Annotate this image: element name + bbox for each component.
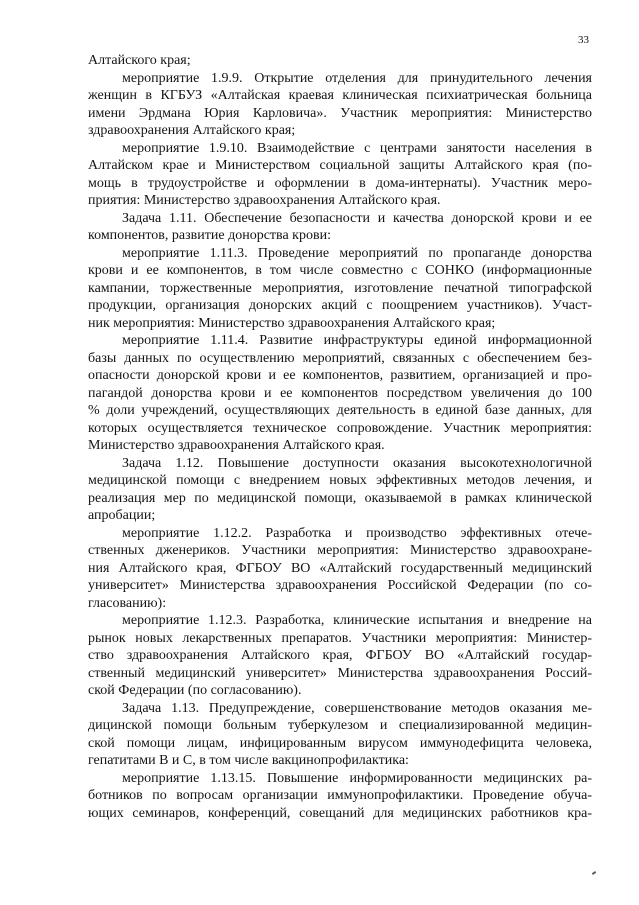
text-line: Задача 1.11. Обеспечение безопасности и качества донорской крови и ее: [122, 210, 592, 226]
scan-artifact-mark: [592, 871, 596, 875]
text-line: ник мероприятия: Министерство здравоохранения Алтайского края;: [88, 315, 496, 331]
text-line: мероприятие 1.11.3. Проведение мероприятий по пропаганде донорства: [122, 245, 592, 261]
text-line: ственных дженериков. Участники мероприятия: Министерство здравоохране-: [88, 543, 592, 558]
text-line: компонентов, развитие донорства крови:: [88, 228, 331, 243]
text-line: ской Федерации (по согласованию).: [88, 683, 302, 698]
text-line: ния Алтайского края, ФГБОУ ВО «Алтайский государственный медицинский: [88, 560, 592, 576]
text-line: дицинской помощи больным туберкулезом и специализированной медицин-: [88, 718, 592, 733]
text-line: мероприятие 1.12.2. Разработка и производство эффективных отече-: [122, 525, 592, 541]
text-line: пагандой донорства крови и ее компонентов посредством увеличения до 100: [88, 385, 592, 401]
text-line: % доли учреждений, осуществляющих деятельность в единой базе данных, для: [88, 403, 592, 418]
text-line: имени Эрдмана Юрия Карловича». Участник мероприятия: Министерство: [88, 105, 592, 121]
text-line: кампании, торжественные мероприятия, изготовление печатной типографской: [88, 280, 592, 296]
text-line: апробации;: [88, 508, 156, 523]
text-line: ющих семинаров, конференций, совещаний для медицинских работников кра-: [88, 805, 592, 821]
text-line: ственный медицинский университет» Министерства здравоохранения Россий-: [88, 665, 592, 681]
text-line: медицинской помощи с внедрением новых эффективных методов лечения, и: [88, 473, 592, 488]
text-line: рынок новых лекарственных препаратов. Участники мероприятия: Министер-: [88, 630, 592, 646]
text-line: гласованию):: [88, 595, 167, 611]
text-line: крови и ее компонентов, в том числе совместно с СОНКО (информационные: [88, 263, 592, 278]
text-line: мероприятие 1.12.3. Разработка, клинические испытания и внедрение на: [122, 613, 592, 628]
text-line: продукции, организация донорских акций с поощрением участников). Участ-: [88, 298, 592, 313]
text-line: ботников по вопросам организации иммунопрофилактики. Проведение обуча-: [88, 788, 592, 803]
text-line: мероприятие 1.9.10. Взаимодействие с центрами занятости населения в: [122, 140, 592, 156]
document-body: [88, 52, 592, 822]
text-line: приятия: Министерство здравоохранения Алтайского края.: [88, 193, 441, 208]
text-line: которых осуществляется техническое сопровождение. Участник мероприятия:: [88, 420, 592, 436]
text-line: университет» Министерства здравоохранения Российской Федерации (по со-: [88, 578, 592, 593]
text-line: реализация мер по медицинской помощи, оказываемой в рамках клинической: [88, 490, 592, 506]
text-line: ской помощи лицам, инфицированным вирусом иммунодефицита человека,: [88, 735, 592, 751]
text-line: опасности донорской крови и ее компонентов, развитием, организацией и про-: [88, 368, 592, 383]
text-line: мероприятие 1.9.9. Открытие отделения для принудительного лечения: [122, 70, 592, 86]
text-line: Алтайском крае и Министерством социальной защиты Алтайского края (по-: [88, 158, 592, 173]
text-line: Министерство здравоохранения Алтайского края.: [88, 438, 385, 453]
page-number: 33: [578, 34, 589, 46]
text-line: Задача 1.12. Повышение доступности оказания высокотехнологичной: [122, 455, 592, 471]
text-line: Задача 1.13. Предупреждение, совершенствование методов оказания ме-: [122, 700, 592, 716]
text-line: здравоохранения Алтайского края;: [88, 123, 296, 138]
text-line: мероприятие 1.11.4. Развитие инфраструктуры единой информационной: [122, 333, 592, 348]
text-line: мощь в трудоустройстве и оформлении в дома-интернаты). Участник меро-: [88, 175, 592, 191]
text-line: мероприятие 1.13.15. Повышение информированности медицинских ра-: [122, 770, 592, 786]
text-line: женщин в КГБУЗ «Алтайская краевая клиническая психиатрическая больница: [88, 88, 592, 103]
text-line: ство здравоохранения Алтайского края, ФГБОУ ВО «Алтайский государ-: [88, 648, 592, 663]
text-line: гепатитами В и С, в том числе вакцинопрофилактика:: [88, 753, 409, 768]
text-line: базы данных по осуществлению мероприятий, связанных с обеспечением без-: [88, 350, 592, 366]
text-line: Алтайского края;: [88, 53, 191, 68]
